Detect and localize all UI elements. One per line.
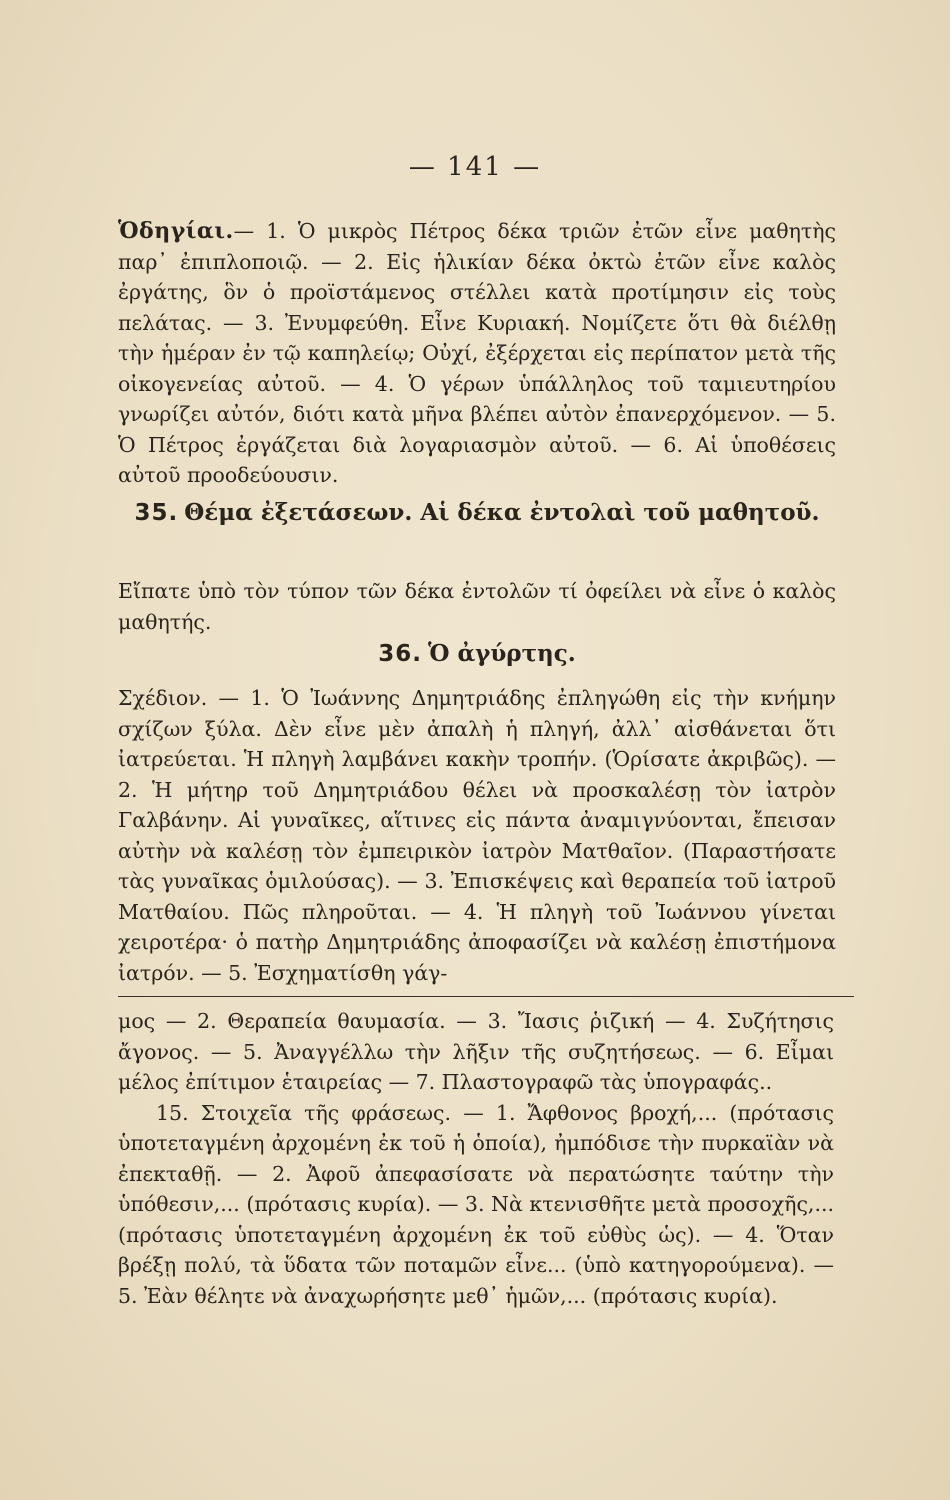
footnote-block	[118, 1006, 834, 1311]
section-36-title: Ὁ ἀγύρτης.	[427, 640, 576, 667]
section-36-text: Σχέδιον. — 1. Ὁ Ἰωάννης Δημητριάδης ἐπληγώθη εἰς τὴν κνήμην σχίζων ξύλα. Δὲν εἶνε μὲν ἀπαλὴ ἡ πληγή, ἀλλ᾽ αἰσθάνεται ὅτι ἰατρεύεται. Ἡ πληγὴ λαμβάνει κακὴν τροπήν. (Ὁρίσατε ἀκριβῶς). — 2. Ἡ μήτηρ τοῦ Δημητριάδου θέλει νὰ προσκαλέσῃ τὸν ἰατρὸν Γαλβάνην. Αἱ γυναῖκες, αἵτινες εἰς πάντα ἀναμιγνύονται, ἔπεισαν αὐτὴν νὰ καλέσῃ τὸν ἐμπειρικὸν ἰατρὸν Ματθαῖον. (Παραστήσατε τὰς γυναῖκας ὁμιλούσας). — 3. Ἐπισκέψεις καὶ θεραπεία τοῦ ἰατροῦ Ματθαίου. Πῶς πληροῦται. — 4. Ἡ πληγὴ τοῦ Ἰωάννου γίνεται χειροτέρα· ὁ πατὴρ Δημητριάδης ἀποφασίζει νὰ καλέσῃ ἐπιστήμονα ἰατρόν. — 5. Ἐσχηματίσθη γάγ-	[118, 686, 836, 985]
footnote-exercise-15: 15. Στοιχεῖα τῆς φράσεως. — 1. Ἄφθονος βροχή,... (πρότασις ὑποτεταγμένη ἀρχομένη ἐκ τοῦ ἡ ὁποία), ἠμπόδισε τὴν πυρκαϊὰν νὰ ἐπεκταθῇ. — 2. Ἀφοῦ ἀπεφασίσατε νὰ περατώσητε ταύτην τὴν ὑπόθεσιν,... (πρότασις κυρία). — 3. Νὰ κτενισθῆτε μετὰ προσοχῆς,... (πρότασις ὑποτεταγμένη ἀρχομένη ἐκ τοῦ εὐθὺς ὡς). — 4. Ὅταν βρέξῃ πολύ, τὰ ὕδατα τῶν ποταμῶν εἶνε... (ὑπὸ κατηγορούμενα). — 5. Ἐὰν θέλητε νὰ ἀναχωρήσητε μεθ᾽ ἡμῶν,... (πρότασις κυρία).	[118, 1100, 834, 1308]
section-36-heading	[118, 637, 836, 671]
section-35-text: Εἴπατε ὑπὸ τὸν τύπον τῶν δέκα ἐντολῶν τί ὀφείλει νὰ εἶνε ὁ καλὸς μαθητής.	[118, 579, 836, 634]
footnote-continuation: μος — 2. Θεραπεία θαυμασία. — 3. Ἴασις ῥιζική — 4. Συζήτησις ἄγονος. — 5. Ἀναγγέλλω τὴν λῆξιν τῆς συζητήσεως. — 6. Εἶμαι μέλος ἐπίτιμον ἑταιρείας — 7. Πλαστογραφῶ τὰς ὑπογραφάς..	[118, 1009, 834, 1094]
section-35-title: Θέμα ἐξετάσεων. Αἱ δέκα ἐντολαὶ τοῦ μαθητοῦ.	[184, 499, 820, 526]
section-35-heading	[118, 496, 836, 530]
section-34-lead: Ὁδηγίαι.	[118, 218, 234, 244]
section-36-number: 36.	[378, 641, 422, 667]
page-number: — 141 —	[408, 152, 542, 182]
section-34-paragraph	[118, 216, 836, 491]
section-34-text: — 1. Ὁ μικρὸς Πέτρος δέκα τριῶν ἐτῶν εἶνε μαθητὴς παρ᾽ ἐπιπλοποιῷ. — 2. Εἰς ἡλικίαν δέκα ὀκτὼ ἐτῶν εἶνε καλὸς ἐργάτης, ὃν ὁ προϊστάμενος στέλλει κατὰ προτίμησιν εἰς τοὺς πελάτας. — 3. Ἐνυμφεύθη. Εἶνε Κυριακή. Νομίζετε ὅτι θὰ διέλθῃ τὴν ἡμέραν ἐν τῷ καπηλείῳ; Οὐχί, ἐξέρχεται εἰς περίπατον μετὰ τῆς οἰκογενείας αὐτοῦ. — 4. Ὁ γέρων ὑπάλληλος τοῦ ταμιευτηρίου γνωρίζει αὐτόν, διότι κατὰ μῆνα βλέπει αὐτὸν ἐπανερχόμενον. — 5. Ὁ Πέτρος ἐργάζεται διὰ λογαριασμὸν αὐτοῦ. — 6. Αἱ ὑποθέσεις αὐτοῦ προοδεύουσιν.	[118, 219, 836, 487]
footnote-divider	[118, 996, 854, 997]
section-35-number: 35.	[134, 500, 179, 526]
